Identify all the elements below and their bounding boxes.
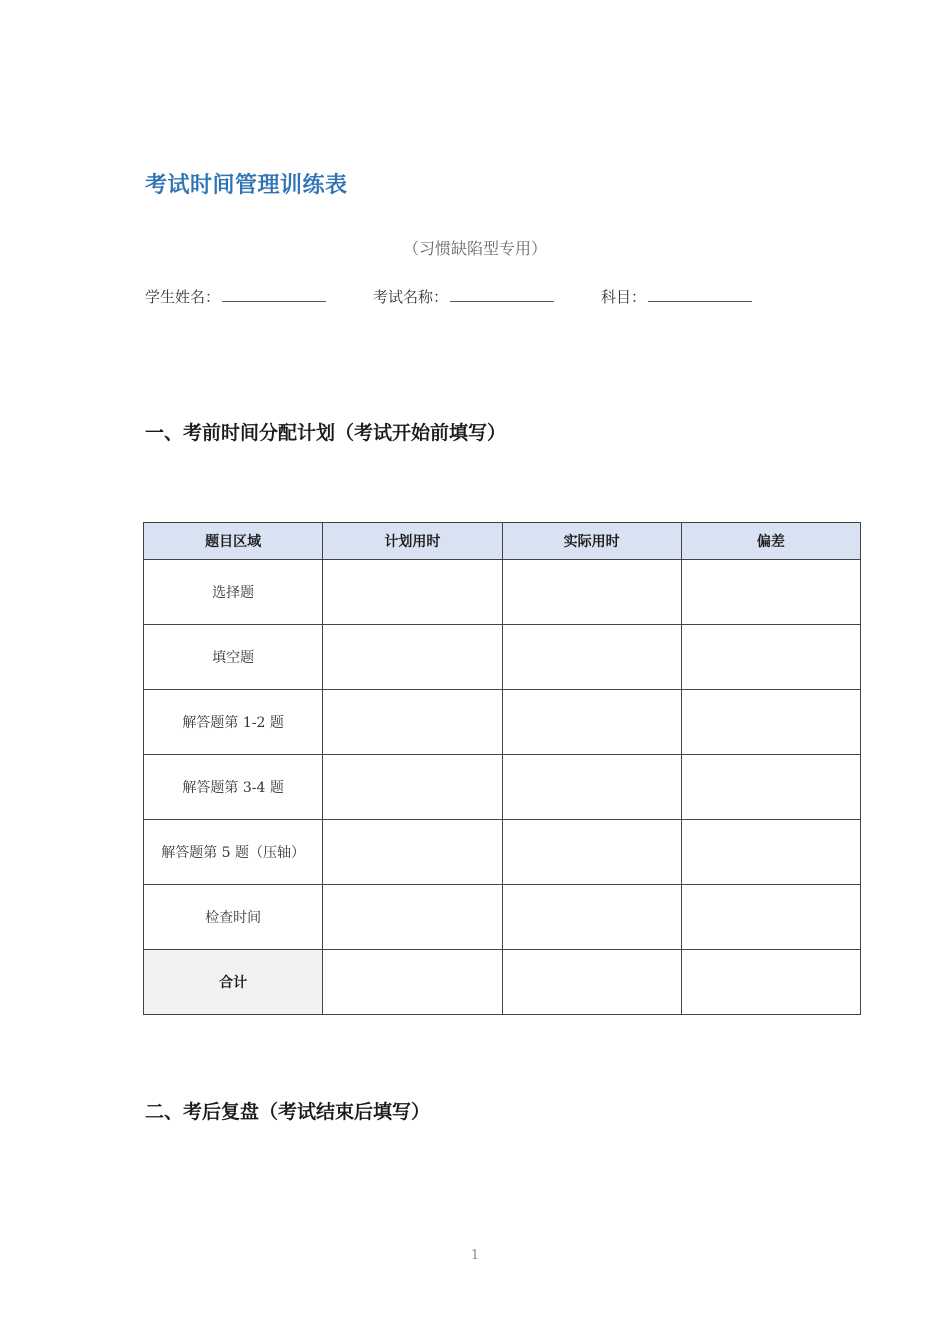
table-row (144, 560, 861, 625)
actual-cell[interactable] (502, 625, 681, 690)
table-total-row (144, 950, 861, 1015)
planned-cell[interactable] (323, 820, 502, 885)
exam-name-blank[interactable] (450, 287, 554, 302)
subject-blank[interactable] (648, 287, 752, 302)
header-deviation: 偏差 (681, 523, 860, 560)
planned-cell[interactable] (323, 625, 502, 690)
area-cell: 解答题第 5 题（压轴） (144, 820, 323, 885)
document-subtitle: （习惯缺陷型专用） (402, 239, 547, 258)
header-actual: 实际用时 (502, 523, 681, 560)
student-name-blank[interactable] (222, 287, 326, 302)
total-planned-cell[interactable] (323, 950, 502, 1015)
area-cell: 解答题第 1-2 题 (144, 690, 323, 755)
actual-cell[interactable] (502, 690, 681, 755)
planned-cell[interactable] (323, 690, 502, 755)
subject-field[interactable] (601, 286, 752, 307)
header-planned: 计划用时 (323, 523, 502, 560)
table-row (144, 755, 861, 820)
planned-cell[interactable] (323, 885, 502, 950)
actual-cell[interactable] (502, 885, 681, 950)
table-row (144, 690, 861, 755)
area-cell: 解答题第 3-4 题 (144, 755, 323, 820)
student-name-label: 学生姓名： (145, 288, 221, 306)
page-number: 1 (470, 1248, 480, 1263)
actual-cell[interactable] (502, 560, 681, 625)
section2-heading: 二、考后复盘（考试结束后填写） (145, 1101, 431, 1123)
area-cell: 填空题 (144, 625, 323, 690)
table-header-row (144, 523, 861, 560)
deviation-cell[interactable] (681, 820, 860, 885)
planned-cell[interactable] (323, 755, 502, 820)
area-cell: 选择题 (144, 560, 323, 625)
table-row (144, 625, 861, 690)
deviation-cell[interactable] (681, 690, 860, 755)
student-name-field[interactable] (145, 286, 326, 307)
header-area: 题目区域 (144, 523, 323, 560)
exam-name-label: 考试名称： (373, 288, 449, 306)
subject-label: 科目： (601, 288, 647, 306)
table-row (144, 885, 861, 950)
deviation-cell[interactable] (681, 885, 860, 950)
deviation-cell[interactable] (681, 755, 860, 820)
exam-name-field[interactable] (373, 286, 554, 307)
actual-cell[interactable] (502, 820, 681, 885)
area-cell: 检查时间 (144, 885, 323, 950)
total-actual-cell[interactable] (502, 950, 681, 1015)
table-row (144, 820, 861, 885)
deviation-cell[interactable] (681, 625, 860, 690)
section1-heading: 一、考前时间分配计划（考试开始前填写） (145, 422, 507, 444)
total-deviation-cell[interactable] (681, 950, 860, 1015)
planned-cell[interactable] (323, 560, 502, 625)
total-label-cell: 合计 (144, 950, 323, 1015)
deviation-cell[interactable] (681, 560, 860, 625)
actual-cell[interactable] (502, 755, 681, 820)
time-plan-table (143, 522, 861, 1015)
document-title: 考试时间管理训练表 (145, 173, 348, 198)
